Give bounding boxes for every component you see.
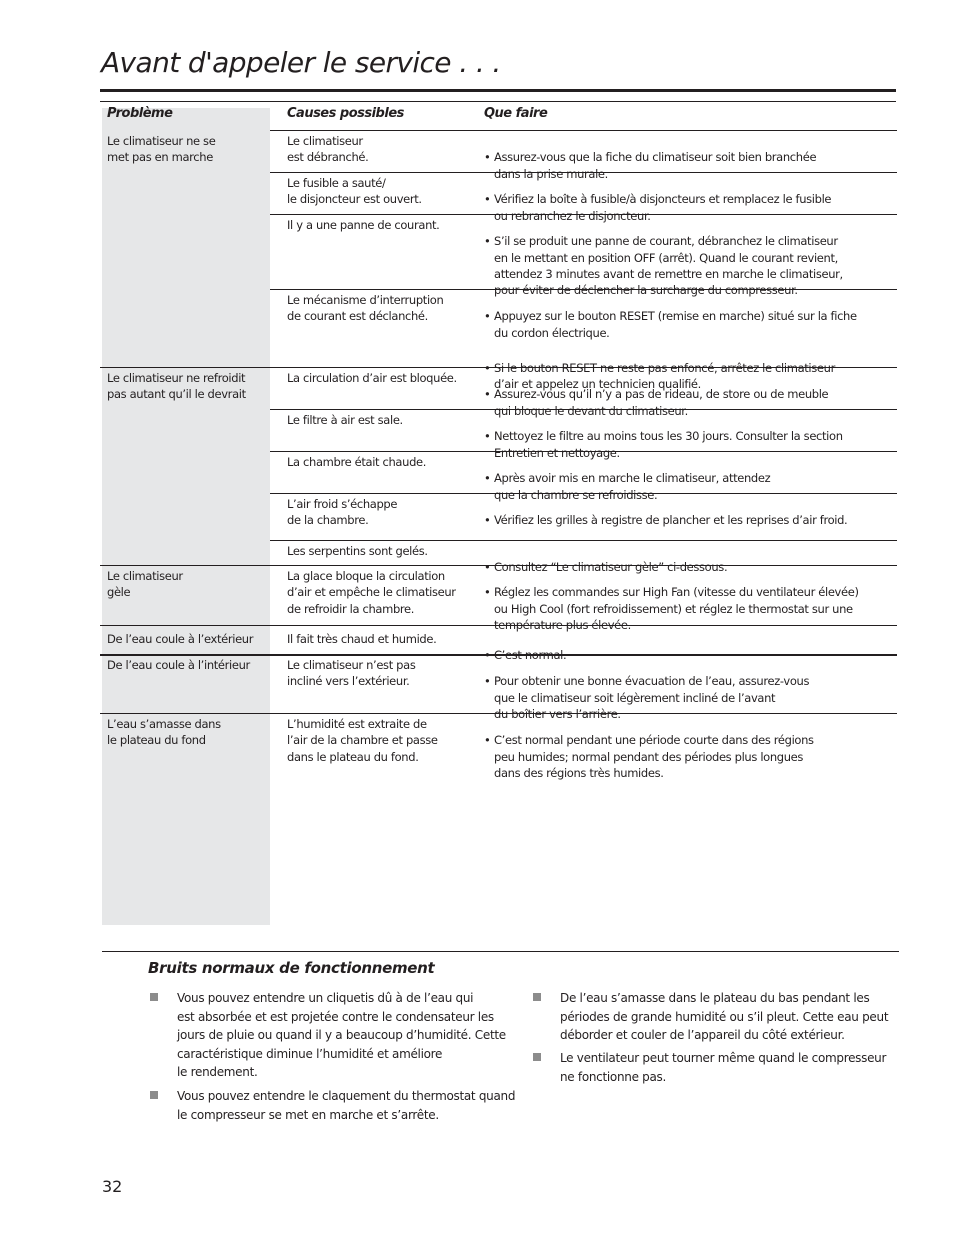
cause-cell: La chambre était chaude.	[287, 455, 427, 469]
action-item: • Nettoyez le filtre au moins tous les 30 jours. Consulter la section Entretien et nettoyage.	[484, 429, 843, 460]
page-title: Avant d'appeler le service . . .	[101, 46, 501, 79]
action-item: • S’il se produit une panne de courant, débranchez le climatiseur en le mettant en position OFF (arrêt). Quand le courant revient, attendez 3 minutes avant de remettre en marche le climatiseur, pour éviter de déclencher la surcharge du compresseur.	[484, 234, 843, 298]
action-item: • Assurez-vous que la fiche du climatiseur soit bien branchée dans la prise murale.	[484, 150, 817, 181]
list-item: De l’eau s’amasse dans le plateau du bas pendant les périodes de grande humidité ou s’il pleut. Cette eau peut déborder et couler de l’appareil du côté extérieur.	[533, 989, 893, 1045]
problem-column-background	[102, 108, 270, 925]
problem-cell: Le climatiseur ne se met pas en marche	[107, 134, 216, 165]
header-causes: Causes possibles	[287, 106, 404, 121]
title-thin-rule	[100, 101, 896, 102]
action-item: • Après avoir mis en marche le climatiseur, attendez que la chambre se refroidisse.	[484, 471, 771, 502]
cause-cell: La glace bloque la circulation d’air et empêche le climatiseur de refroidir la chambre.	[287, 569, 456, 616]
list-item: Vous pouvez entendre un cliquetis dû à de l’eau qui est absorbée et est projetée contre le condensateur les jours de pluie ou quand il y a beaucoup d’humidité. Cette caractéristique diminue l’humidité et améliore le rendement.	[150, 989, 520, 1082]
action-item: • Réglez les commandes sur High Fan (vitesse du ventilateur élevée) ou High Cool (fort refroidissement) et réglez le thermostat sur une température plus élevée.	[484, 585, 859, 632]
action-item: • Vérifiez les grilles à registre de plancher et les reprises d’air froid.	[484, 513, 848, 528]
cause-cell: La circulation d’air est bloquée.	[287, 371, 457, 385]
header-action: Que faire	[484, 106, 548, 121]
action-cell	[484, 716, 814, 797]
title-rule	[100, 89, 896, 92]
square-bullet-icon	[533, 993, 541, 1001]
action-cell	[484, 496, 847, 545]
square-bullet-icon	[533, 1053, 541, 1061]
problem-cell: De l’eau coule à l’extérieur	[107, 632, 254, 646]
cause-cell: L’humidité est extraite de l’air de la chambre et passe dans le plateau du fond.	[287, 717, 438, 764]
action-item: • Assurez-vous qu’il n’y a pas de rideau, de store ou de meuble qui bloque le devant du climatiseur.	[484, 387, 829, 418]
cause-cell: Le fusible a sauté/ le disjoncteur est ouvert.	[287, 176, 422, 207]
square-bullet-icon	[150, 993, 158, 1001]
action-item: • Vérifiez la boîte à fusible/à disjoncteurs et remplacez le fusible ou rebranchez le disjoncteur.	[484, 192, 832, 223]
section-title: Bruits normaux de fonctionnement	[148, 959, 435, 977]
problem-cell: De l’eau coule à l’intérieur	[107, 658, 250, 672]
problem-cell: Le climatiseur gèle	[107, 569, 183, 600]
action-item: • C’est normal.	[484, 648, 567, 663]
header-rule	[270, 130, 897, 131]
square-bullet-icon	[150, 1091, 158, 1099]
action-item: • Pour obtenir une bonne évacuation de l’eau, assurez-vous que le climatiseur soit légèrement incliné de l’avant du boîtier vers l’arrière.	[484, 674, 810, 721]
list-item: Le ventilateur peut tourner même quand le compresseur ne fonctionne pas.	[533, 1049, 893, 1086]
page-number: 32	[102, 1177, 123, 1196]
problem-cell: L’eau s’amasse dans le plateau du fond	[107, 717, 221, 748]
action-item: • Consultez “Le climatiseur gèle” ci-dessous.	[484, 560, 728, 575]
cause-cell: Le filtre à air est sale.	[287, 413, 403, 427]
cause-cell: Le climatiseur est débranché.	[287, 134, 369, 165]
header-problem: Problème	[107, 106, 173, 121]
section-rule	[102, 951, 899, 952]
cause-cell: L’air froid s’échappe de la chambre.	[287, 497, 398, 528]
problem-cell: Le climatiseur ne refroidit pas autant qu’il le devrait	[107, 371, 246, 402]
cause-cell: Il y a une panne de courant.	[287, 218, 440, 232]
list-item: Vous pouvez entendre le claquement du thermostat quand le compresseur se met en marche et s’arrête.	[150, 1087, 520, 1124]
cause-cell: Il fait très chaud et humide.	[287, 632, 437, 646]
cause-cell: Le mécanisme d’interruption de courant est déclanché.	[287, 293, 444, 324]
cause-cell: Les serpentins sont gelés.	[287, 544, 428, 558]
action-item: • Si le bouton RESET ne reste pas enfoncé, arrêtez le climatiseur d’air et appelez un technicien qualifié.	[484, 361, 835, 392]
cause-cell: Le climatiseur n’est pas incliné vers l’extérieur.	[287, 658, 416, 689]
action-item: • Appuyez sur le bouton RESET (remise en marche) situé sur la fiche du cordon électrique.	[484, 309, 857, 340]
action-item: • C’est normal pendant une période courte dans des régions peu humides; normal pendant des périodes plus longues dans des régions très humides.	[484, 733, 814, 780]
